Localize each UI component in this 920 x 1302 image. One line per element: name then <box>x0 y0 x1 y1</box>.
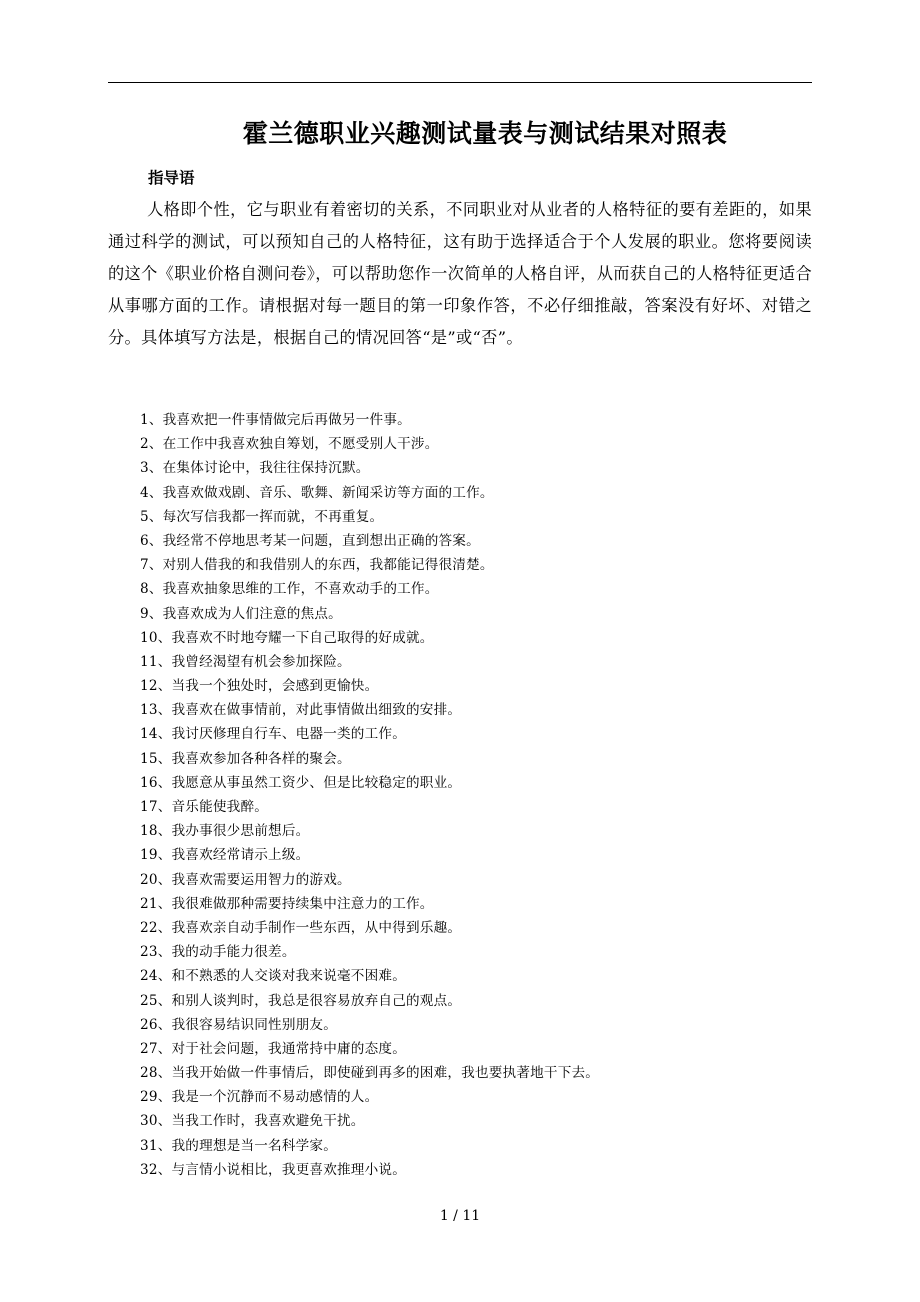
question-item: 15、我喜欢参加各种各样的聚会。 <box>140 750 351 767</box>
question-item: 2、在工作中我喜欢独自筹划，不愿受别人干涉。 <box>140 436 439 453</box>
header-rule <box>108 82 812 83</box>
question-item: 10、我喜欢不时地夸耀一下自己取得的好成就。 <box>140 629 434 646</box>
intro-paragraph: 人格即个性，它与职业有着密切的关系，不同职业对从业者的人格特征的要有差距的，如果通过科学的测试，可以预知自己的人格特征，这有助于选择适合于个人发展的职业。您将要阅读的这个《职业价格自测问卷》，可以帮助您作一次简单的人格自评，从而获自己的人格特征更适合从事哪方面的工作。请根据对每一题目的第一印象作答，不必仔细推敲，答案没有好坏、对错之分。具体填写方法是，根据自己的情况回答“是”或“否”。 <box>108 200 812 347</box>
question-item: 3、在集体讨论中，我往往保持沉默。 <box>140 460 370 477</box>
question-item: 18、我办事很少思前想后。 <box>140 823 310 840</box>
question-item: 26、我很容易结识同性别朋友。 <box>140 1016 338 1033</box>
question-item: 17、音乐能使我醉。 <box>140 799 269 815</box>
question-item: 11、我曾经渴望有机会参加探险。 <box>140 653 351 670</box>
guide-heading: 指导语 <box>148 169 195 187</box>
question-item: 1、我喜欢把一件事情做完后再做另一件事。 <box>140 412 411 428</box>
question-item: 14、我讨厌修理自行车、电器一类的工作。 <box>140 726 406 743</box>
question-item: 31、我的理想是当一名科学家。 <box>140 1137 338 1154</box>
question-item: 9、我喜欢成为人们注意的焦点。 <box>140 605 342 622</box>
question-item: 16、我愿意从事虽然工资少、但是比较稳定的职业。 <box>140 774 462 791</box>
question-item: 8、我喜欢抽象思维的工作，不喜欢动手的工作。 <box>140 581 439 598</box>
question-item: 20、我喜欢需要运用智力的游戏。 <box>140 871 351 888</box>
question-item: 23、我的动手能力很差。 <box>140 944 296 961</box>
question-item: 25、和别人谈判时，我总是很容易放弃自己的观点。 <box>140 992 462 1009</box>
question-item: 30、当我工作时，我喜欢避免干扰。 <box>140 1113 365 1130</box>
question-item: 7、对别人借我的和我借别人的东西，我都能记得很清楚。 <box>140 557 494 574</box>
question-item: 5、每次写信我都一挥而就，不再重复。 <box>140 508 384 525</box>
question-item: 32、与言情小说相比，我更喜欢推理小说。 <box>140 1161 406 1178</box>
question-item: 22、我喜欢亲自动手制作一些东西，从中得到乐趣。 <box>140 919 462 936</box>
question-item: 13、我喜欢在做事情前，对此事情做出细致的安排。 <box>140 702 462 719</box>
question-item: 28、当我开始做一件事情后，即使碰到再多的困难，我也要执著地干下去。 <box>140 1065 600 1082</box>
page-number: 1 / 11 <box>439 1208 481 1224</box>
question-item: 29、我是一个沉静而不易动感情的人。 <box>140 1089 379 1106</box>
question-item: 19、我喜欢经常请示上级。 <box>140 847 310 864</box>
question-item: 6、我经常不停地思考某一问题，直到想出正确的答案。 <box>140 532 480 549</box>
question-item: 12、当我一个独处时，会感到更愉快。 <box>140 678 379 695</box>
question-list <box>140 408 820 1182</box>
question-item: 27、对于社会问题，我通常持中庸的态度。 <box>140 1040 406 1057</box>
question-item: 24、和不熟悉的人交谈对我来说毫不困难。 <box>140 968 406 985</box>
question-item: 4、我喜欢做戏剧、音乐、歌舞、新闻采访等方面的工作。 <box>140 484 494 501</box>
question-item: 21、我很难做那种需要持续集中注意力的工作。 <box>140 895 434 912</box>
document-title: 霍兰德职业兴趣测试量表与测试结果对照表 <box>242 119 728 148</box>
